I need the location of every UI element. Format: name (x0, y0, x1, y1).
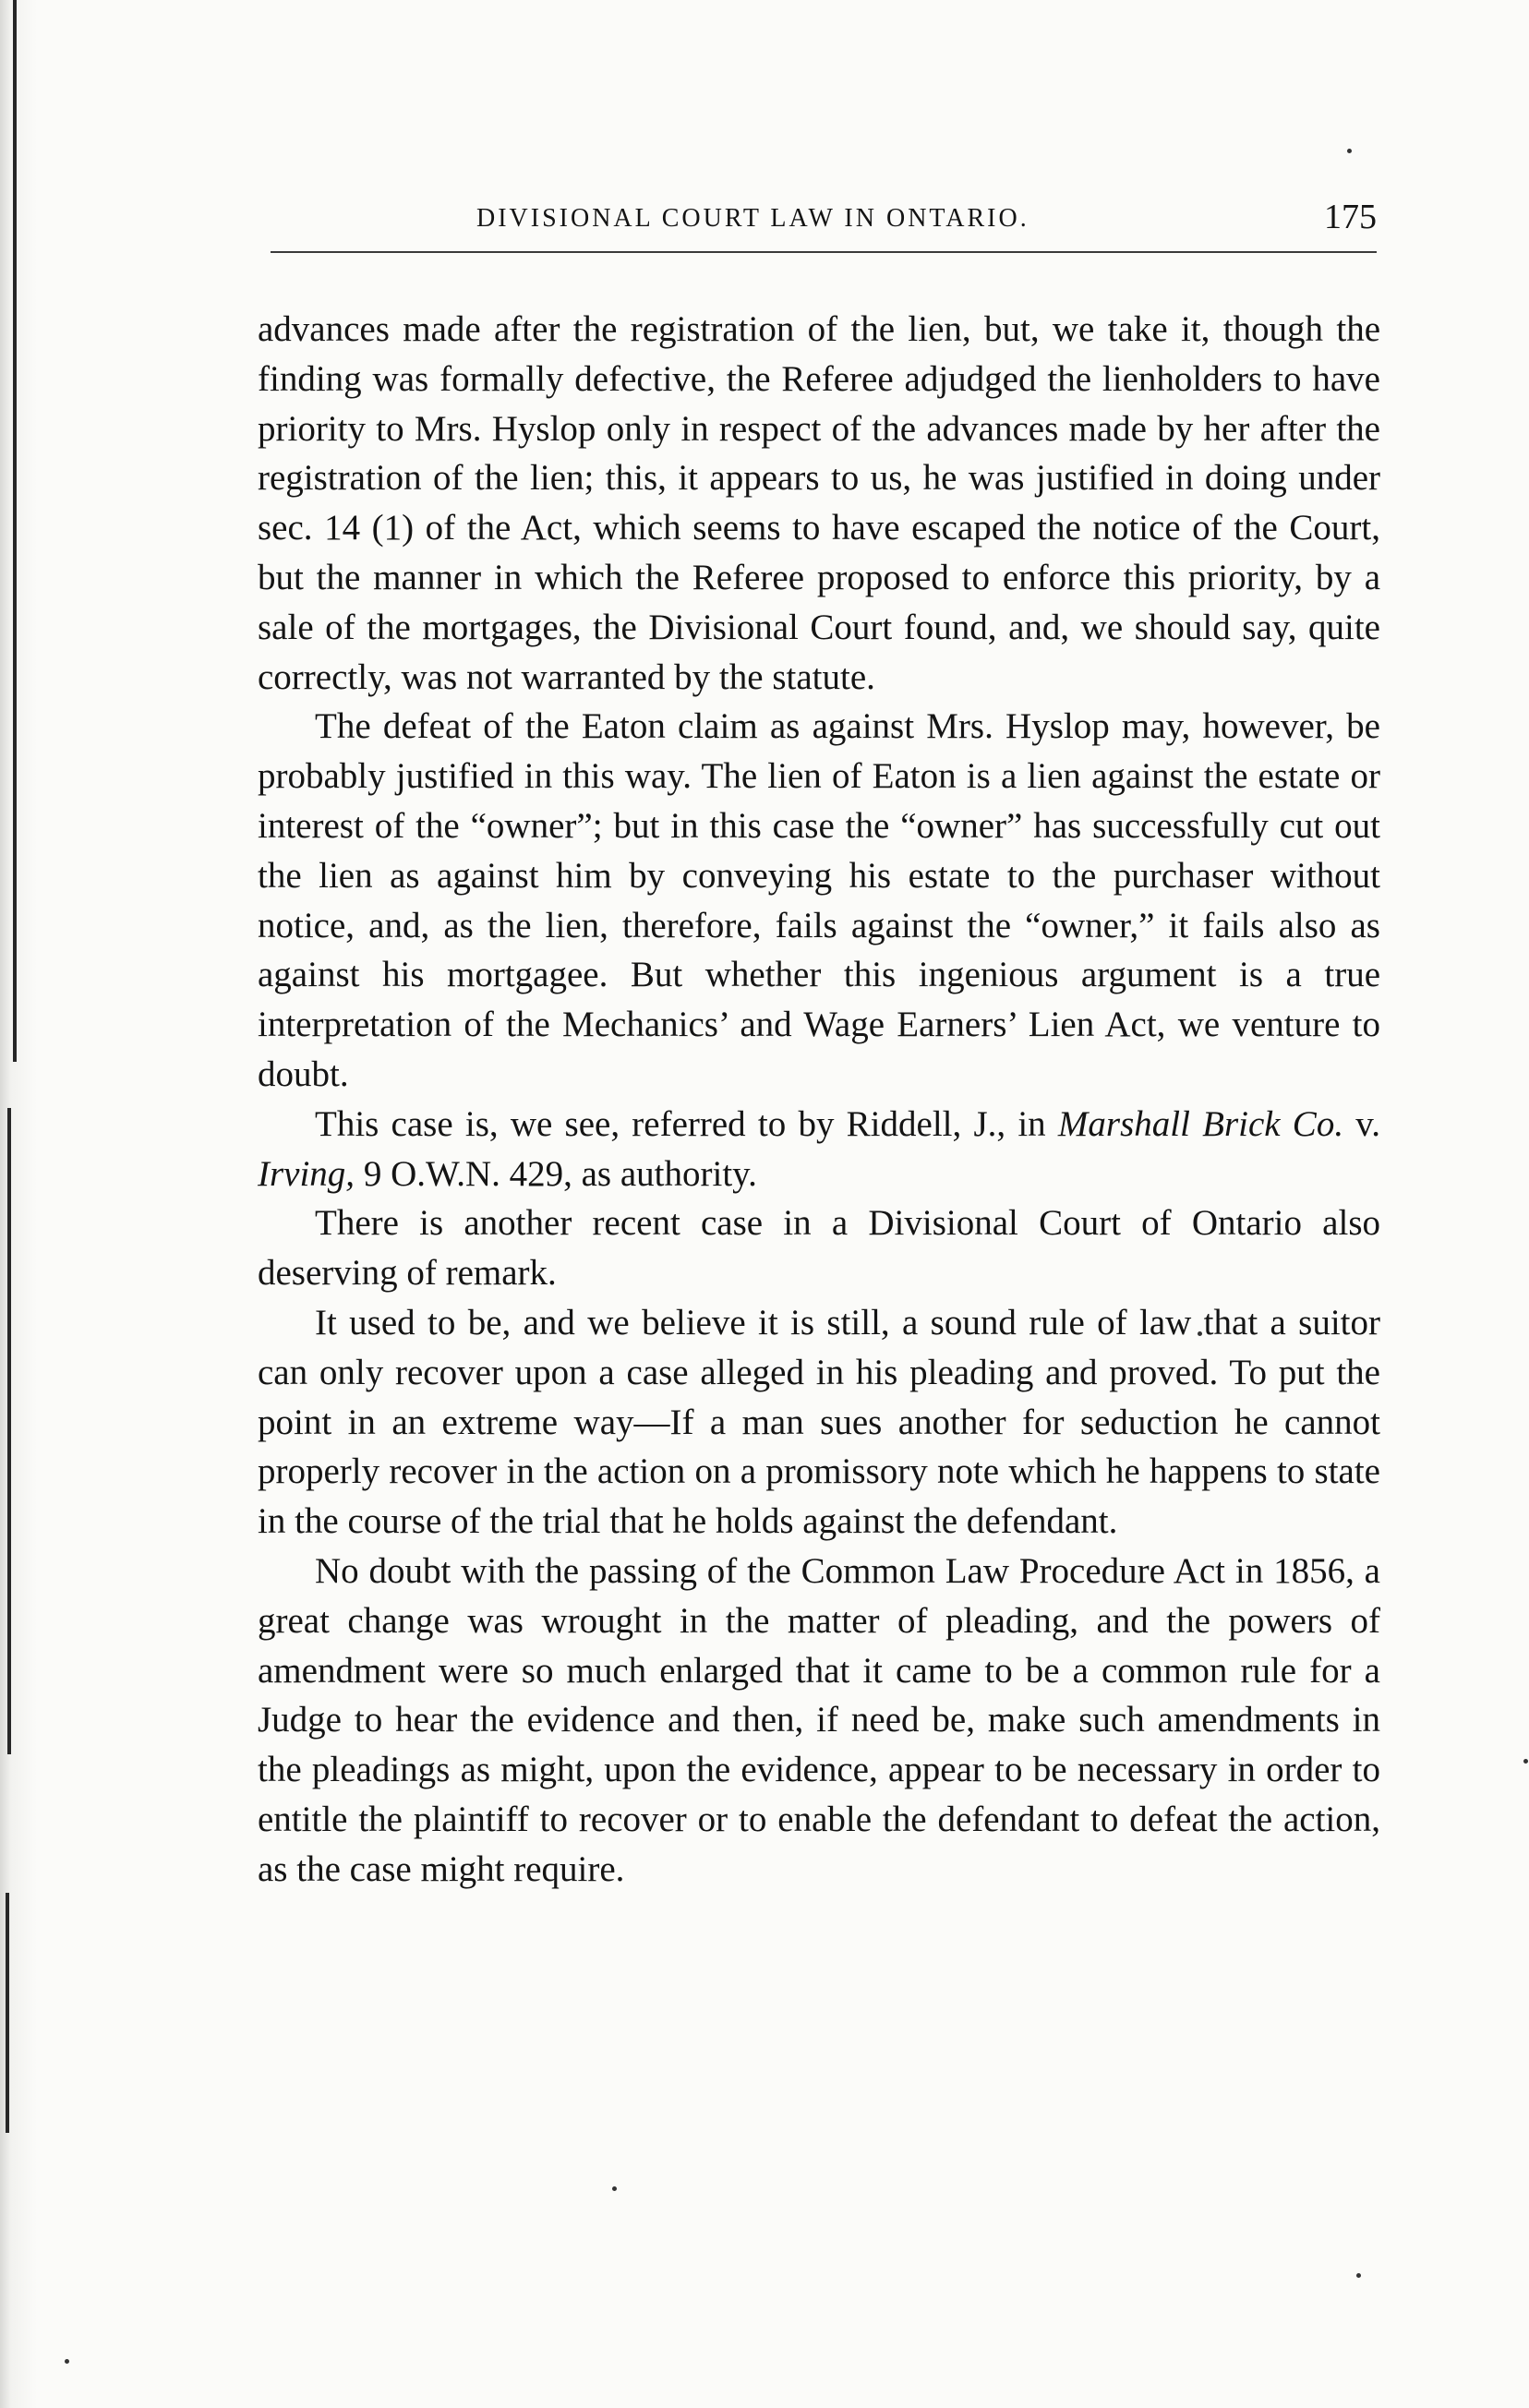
paragraph-recent-case: There is another recent case in a Divisional Court of Ontario also deserving of remark. (258, 1203, 1380, 1294)
paragraph-common-law-procedure: No doubt with the passing of the Common Law Procedure Act in 1856, a great change was wrought in the matter of pleading, and the powers of amendment were so much enlarged that it came to be a common rule for a Judge to hear the evidence and then, if need be, make such amendments in the pleadings as might, upon the evidence, appear to be necessary in order to entitle the plaintiff to recover or to enable the defendant to defeat the action, as the case might require. (258, 1550, 1380, 1889)
paragraph-continuation: advances made after the registration of the lien, but, we take it, though the finding was formally defective, the Referee adjudged the lienholders to have priority to Mrs. Hyslop only in respect of the advances made by her after the registration of the lien; this, it appears to us, he was justified in doing under sec. 14 (1) of the Act, which seems to have escaped the notice of the Court, but the manner in which the Referee proposed to enforce this priority, by a sale of the mortgages, the Divisional Court found, and, we should say, quite correctly, was not warranted by the statute. (258, 309, 1380, 697)
case-name-italic: Marshall Brick Co. (1057, 1103, 1344, 1144)
running-title: DIVISIONAL COURT LAW IN ONTARIO. (476, 204, 1029, 233)
page-number: 175 (1324, 198, 1377, 236)
binding-edge-mark (13, 0, 17, 1062)
binding-edge-mark (7, 1108, 11, 1754)
page-header (264, 197, 1377, 243)
ink-speck (1356, 2273, 1361, 2278)
paragraph-case-citation (258, 1100, 1380, 1199)
ink-speck (1347, 149, 1352, 153)
paragraph-rule-of-law: It used to be, and we believe it is still, a sound rule of law that a suitor can only recover upon a case alleged in his pleading and proved. To put the point in an extreme way—If a man sues another for seduction he cannot properly recover in the action on a promissory note which he happens to state in the course of the trial that he holds against the defendant. (258, 1302, 1380, 1542)
citation-text: This case is, we see, referred to by Riddell, J., in (315, 1103, 1058, 1144)
ink-speck (612, 2186, 617, 2191)
header-rule (271, 251, 1377, 253)
ink-speck (65, 2359, 69, 2364)
citation-text: 9 O.W.N. 429, as authority. (355, 1153, 757, 1194)
citation-text: v. (1343, 1103, 1381, 1144)
case-name-italic: Irving, (258, 1153, 355, 1194)
binding-edge-mark (6, 1893, 9, 2133)
paragraph-eaton-claim: The defeat of the Eaton claim as against Mrs. Hyslop may, however, be probably justified in this way. The lien of Eaton is a lien against the estate or interest of the “owner”; but in this case the “owner” has successfully cut out the lien as against him by conveying his estate to the purchaser without notice, and, as the lien, therefore, fails against the “owner,” it fails also as against his mortgagee. But whether this ingenious argument is a true interpretation of the Mechanics’ and Wage Earners’ Lien Act, we venture to doubt. (258, 706, 1380, 1094)
ink-speck (1523, 1759, 1528, 1764)
body-text (258, 305, 1380, 1895)
